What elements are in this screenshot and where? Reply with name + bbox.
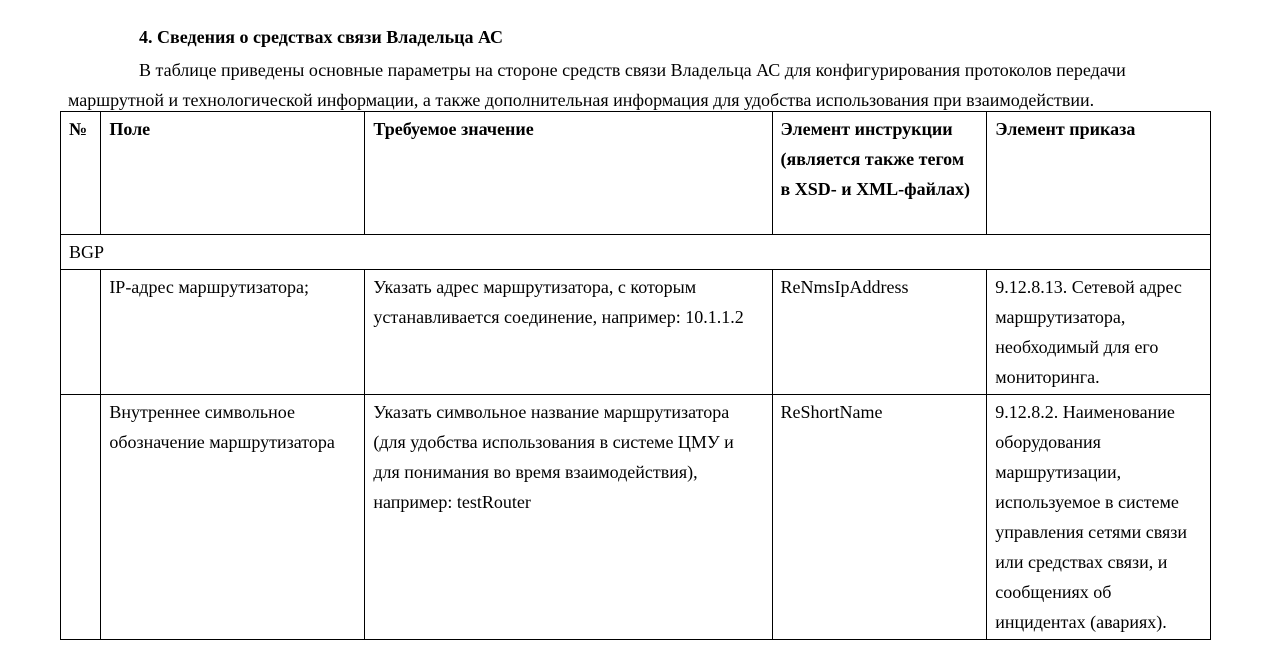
table-header-row: [61, 112, 1211, 235]
row-num: [61, 270, 101, 395]
header-num: №: [61, 112, 101, 235]
table-row: [61, 395, 1211, 640]
row-order: 9.12.8.2. Наименование оборудования маршрутизации, используемое в системе управления сетями связи или средствах связи, и сообщениях об инцидентах (авариях).: [987, 395, 1211, 640]
row-instruction: ReShortName: [772, 395, 987, 640]
header-order: Элемент приказа: [987, 112, 1211, 235]
section-heading: 4. Сведения о средствах связи Владельца АС: [139, 27, 504, 47]
row-value: Указать адрес маршрутизатора, с которым устанавливается соединение, например: 10.1.1.2: [365, 270, 772, 395]
row-order: 9.12.8.13. Сетевой адрес маршрутизатора, необходимый для его мониторинга.: [987, 270, 1211, 395]
intro-paragraph: [68, 55, 1280, 115]
row-field: IP-адрес маршрутизатора;: [101, 270, 365, 395]
intro-paragraph-line: маршрутной и технологической информации, а также дополнительная информация для удобства использования при взаимодействии.: [68, 90, 1095, 110]
row-instruction: ReNmsIpAddress: [772, 270, 987, 395]
header-instruction: Элемент инструкции (является также тегом в XSD- и XML-файлах): [772, 112, 987, 235]
group-label: BGP: [61, 235, 1211, 270]
row-num: [61, 395, 101, 640]
header-value: Требуемое значение: [365, 112, 772, 235]
communication-params-table: [60, 111, 1211, 640]
row-value: Указать символьное название маршрутизатора (для удобства использования в системе ЦМУ и для понимания во время взаимодействия), например: testRouter: [365, 395, 772, 640]
group-row-bgp: [61, 235, 1211, 270]
row-field: Внутреннее символьное обозначение маршрутизатора: [101, 395, 365, 640]
intro-paragraph-line: В таблице приведены основные параметры на стороне средств связи Владельца АС для конфигурирования протоколов передачи: [139, 60, 1126, 80]
header-field: Поле: [101, 112, 365, 235]
table-row: [61, 270, 1211, 395]
